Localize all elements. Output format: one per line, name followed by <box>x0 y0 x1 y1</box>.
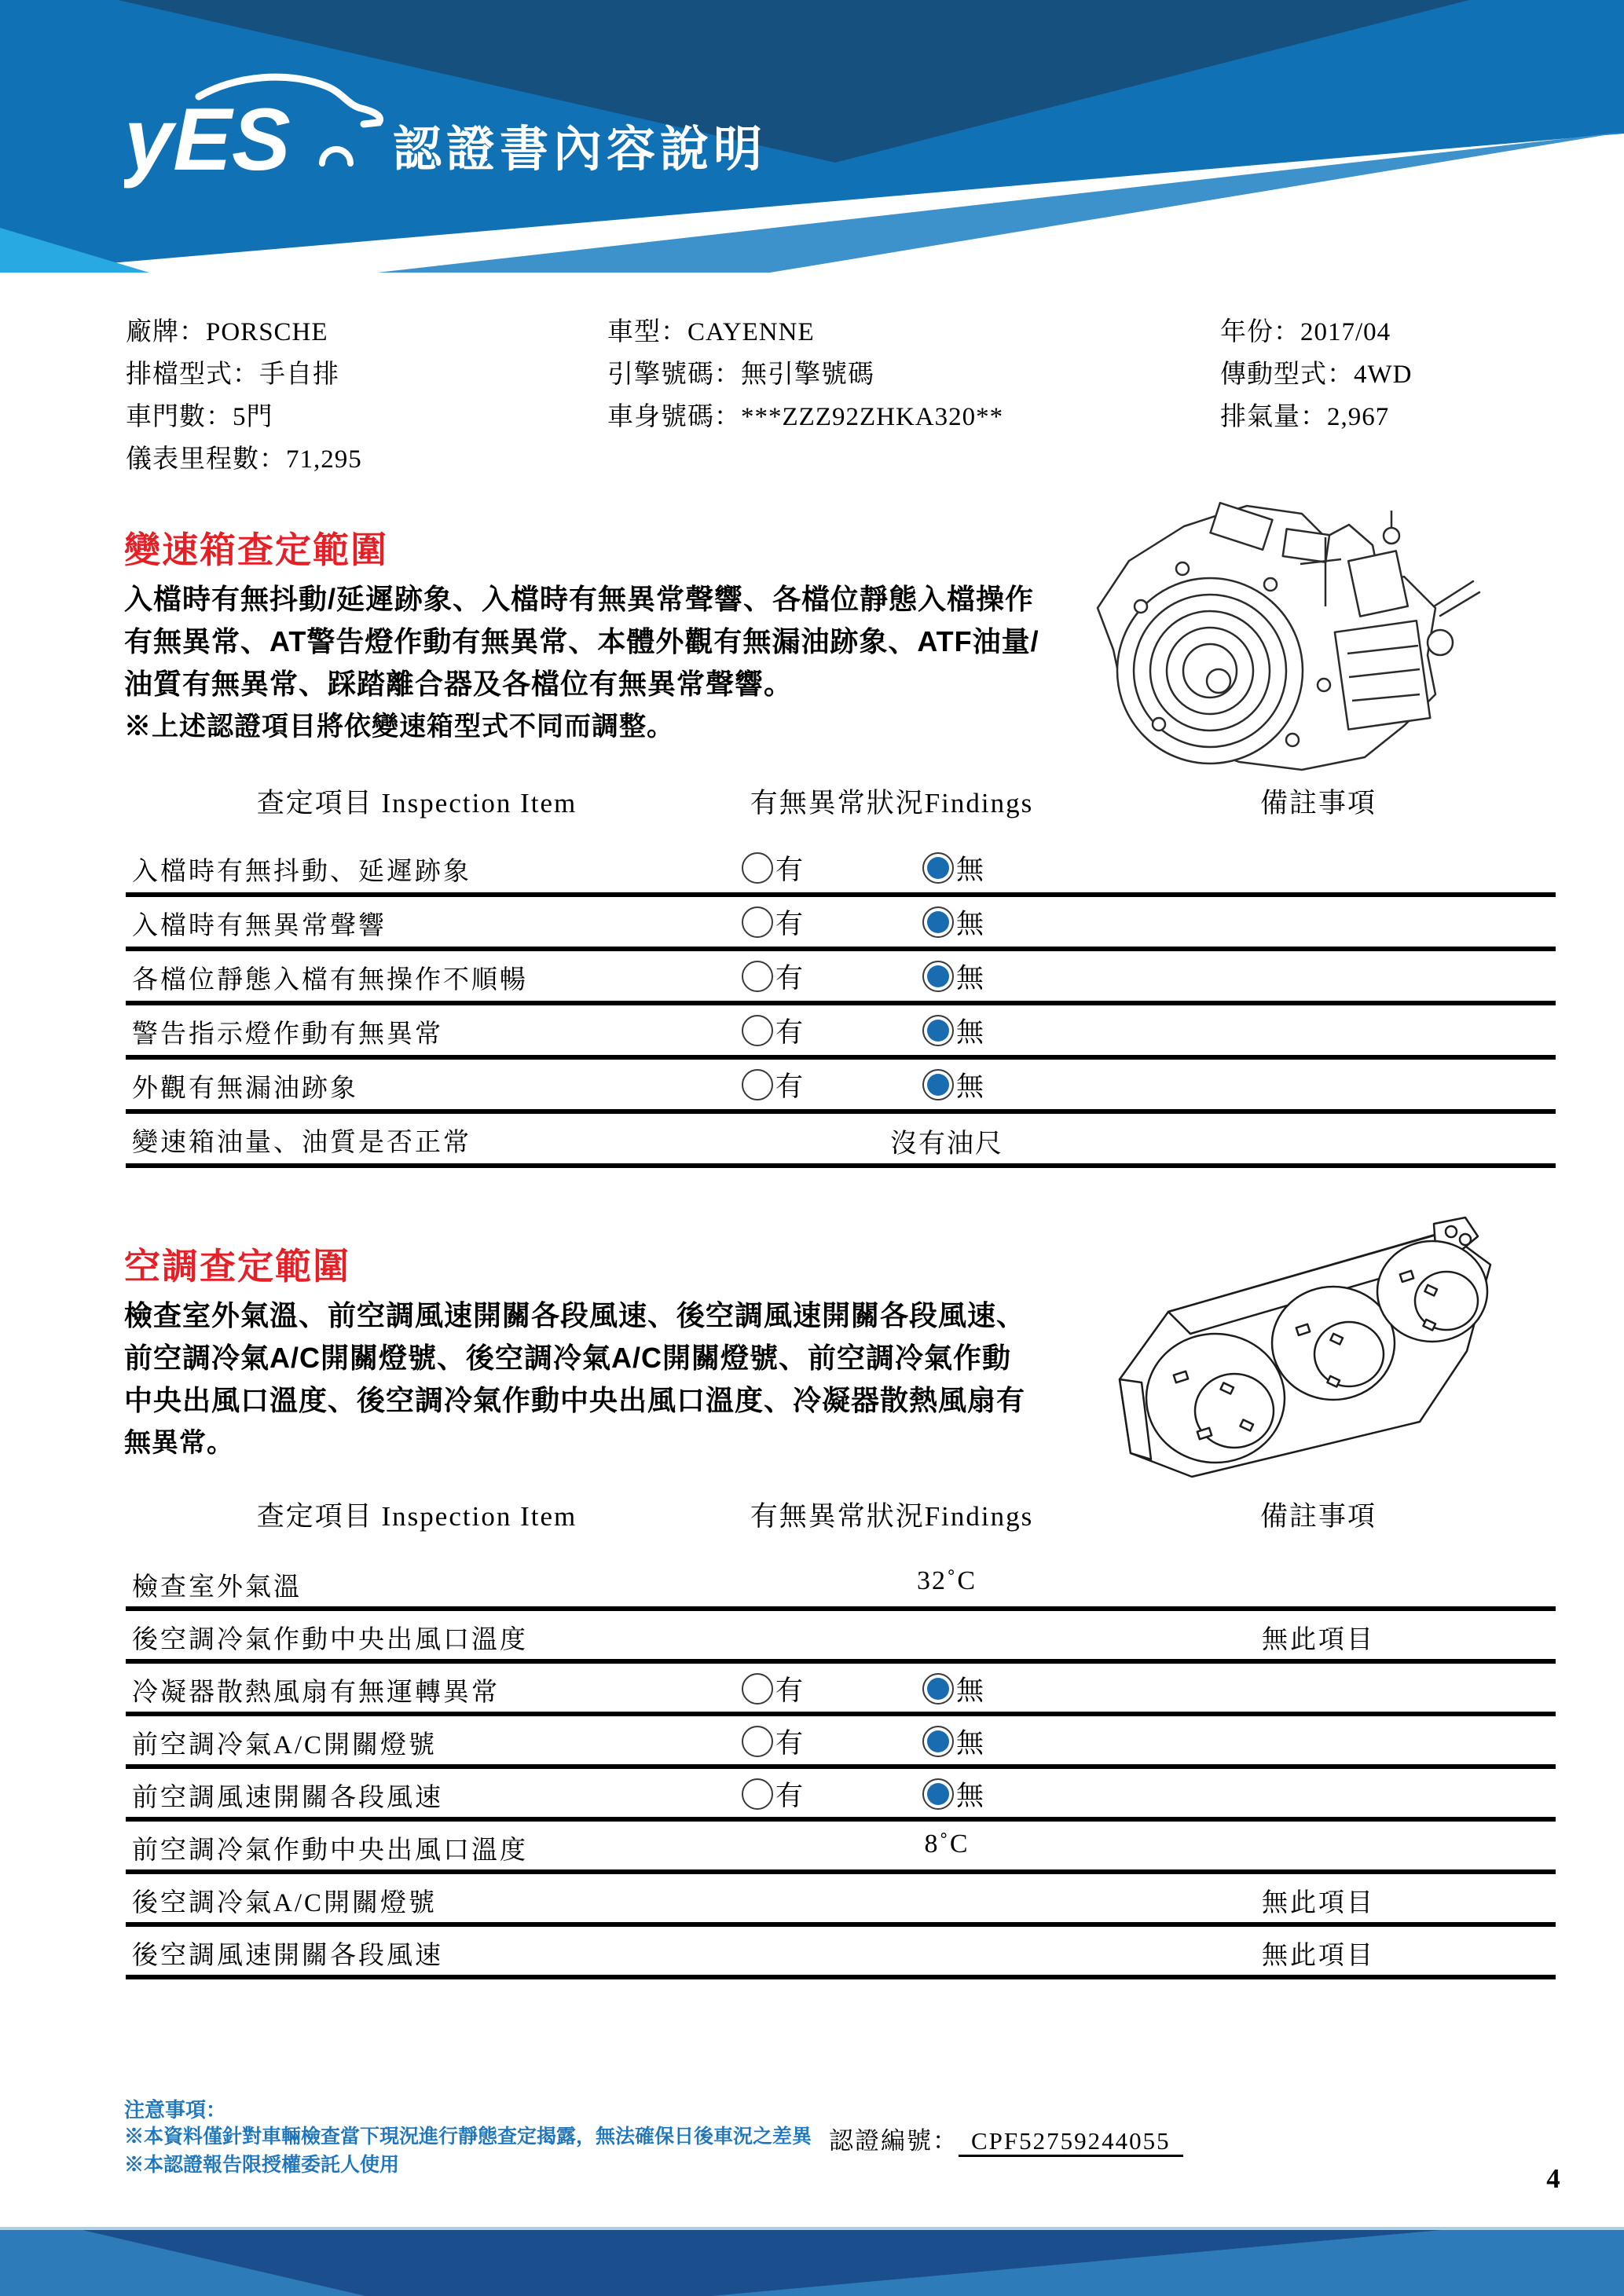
vehicle-info-column <box>607 311 1003 438</box>
radio-yes-label: 有 <box>775 855 804 885</box>
table-row <box>0 1822 1624 1869</box>
finding-radio-no[interactable] <box>922 1722 984 1761</box>
inspection-item: 入檔時有無異常聲響 <box>132 912 387 940</box>
radio-yes-label: 有 <box>775 1071 804 1102</box>
radio-no-label: 無 <box>956 1071 984 1102</box>
finding-radio-no[interactable] <box>922 1011 984 1050</box>
radio-no-label: 無 <box>956 855 984 885</box>
finding-radio-yes[interactable] <box>742 903 803 942</box>
finding-radio-no[interactable] <box>922 1669 984 1708</box>
section-description-line: 無異常。 <box>124 1428 234 1458</box>
radio-no-icon[interactable] <box>922 1778 954 1810</box>
section-description-line: 有無異常、AT警告燈作動有無異常、本體外觀有無漏油跡象、ATF油量/ <box>124 625 1039 657</box>
notice-list <box>124 2122 812 2179</box>
header-banner <box>0 0 1624 275</box>
table-row <box>0 1927 1624 1975</box>
inspection-item: 後空調風速開關各段風速 <box>132 1942 443 1970</box>
inspection-item: 前空調冷氣A/C開關燈號 <box>132 1731 438 1760</box>
column-header-findings: 有無異常狀況Findings <box>750 788 1034 818</box>
vehicle-info-field: 排氣量：2,967 <box>1220 403 1390 431</box>
radio-yes-label: 有 <box>775 1728 804 1759</box>
notice-title: 注意事項： <box>124 2098 227 2122</box>
table-row <box>0 1060 1624 1109</box>
radio-yes-icon[interactable] <box>742 852 773 884</box>
yes-logo <box>124 69 399 214</box>
inspection-item: 前空調冷氣作動中央出風口溫度 <box>132 1836 528 1865</box>
radio-no-label: 無 <box>956 1781 984 1811</box>
vehicle-info-field: 車型：CAYENNE <box>607 318 815 346</box>
finding-value: 沒有油尺 <box>890 1130 1003 1159</box>
radio-no-label: 無 <box>956 1728 984 1759</box>
finding-radio-no[interactable] <box>922 848 984 888</box>
radio-no-label: 無 <box>956 1675 984 1706</box>
footer-banner-background <box>0 2227 1624 2296</box>
radio-yes-icon[interactable] <box>742 1673 773 1705</box>
table-row <box>0 1558 1624 1606</box>
section-title-transmission: 變速箱查定範圍 <box>124 529 388 570</box>
certificate-number <box>829 2121 1183 2156</box>
transmission-illustration <box>1065 489 1489 789</box>
certificate-number-value: CPF52759244055 <box>959 2127 1183 2157</box>
table-row <box>0 1114 1624 1163</box>
radio-yes-label: 有 <box>775 1781 804 1811</box>
page-title: 認證書內容說明 <box>393 123 768 177</box>
radio-yes-label: 有 <box>775 1017 804 1048</box>
vehicle-info-field: 引擎號碼：無引擎號碼 <box>607 361 874 389</box>
table-row <box>0 1005 1624 1055</box>
finding-radio-yes[interactable] <box>742 1774 803 1814</box>
yes-logo-icon <box>124 69 399 214</box>
section-description-line: 前空調冷氣A/C開關燈號、後空調冷氣A/C開關燈號、前空調冷氣作動 <box>124 1342 1011 1374</box>
radio-yes-label: 有 <box>775 909 804 939</box>
vehicle-info-column <box>126 311 362 481</box>
column-header-findings: 有無異常狀況Findings <box>750 1501 1034 1532</box>
vehicle-info <box>0 311 1624 484</box>
vehicle-info-field: 年份：2017/04 <box>1220 318 1391 346</box>
section-description-line: 檢查室外氣溫、前空調風速開關各段風速、後空調風速開關各段風速、 <box>124 1299 1026 1331</box>
vehicle-info-field: 排檔型式：手自排 <box>126 361 339 389</box>
vehicle-info-field: 車身號碼：***ZZZ92ZHKA320** <box>607 403 1004 431</box>
yes-logo-text: yES <box>124 90 291 189</box>
finding-value: 8˚C <box>924 1829 970 1858</box>
inspection-item: 變速箱油量、油質是否正常 <box>132 1129 471 1157</box>
inspection-item: 警告指示燈作動有無異常 <box>132 1020 443 1049</box>
finding-value: 32˚C <box>917 1566 977 1595</box>
table-row <box>0 1611 1624 1659</box>
notice-line: ※本認證報告限授權委託人使用 <box>124 2154 400 2176</box>
section-description-line: 中央出風口溫度、後空調冷氣作動中央出風口溫度、冷凝器散熱風扇有 <box>124 1384 1026 1416</box>
finding-radio-yes[interactable] <box>742 957 803 996</box>
table-row <box>0 1874 1624 1922</box>
radio-no-label: 無 <box>956 909 984 939</box>
inspection-item: 入檔時有無抖動、延遲跡象 <box>132 858 471 886</box>
radio-no-label: 無 <box>956 963 984 994</box>
radio-no-icon[interactable] <box>922 1726 954 1757</box>
radio-no-icon[interactable] <box>922 1673 954 1705</box>
radio-yes-icon[interactable] <box>742 1726 773 1757</box>
finding-radio-no[interactable] <box>922 1065 984 1104</box>
row-divider <box>126 1163 1556 1168</box>
radio-no-icon[interactable] <box>922 1069 954 1100</box>
vehicle-info-field: 儀表里程數：71,295 <box>126 445 362 474</box>
vehicle-info-field: 車門數：5門 <box>126 403 273 431</box>
table-row <box>0 1664 1624 1712</box>
remark-value: 無此項目 <box>1262 1942 1375 1970</box>
vehicle-info-field: 廠牌：PORSCHE <box>126 318 328 346</box>
ac-control-illustration <box>1096 1216 1505 1491</box>
table-row <box>0 1769 1624 1817</box>
table-row <box>0 951 1624 1001</box>
finding-radio-no[interactable] <box>922 903 984 942</box>
radio-no-label: 無 <box>956 1017 984 1048</box>
section-title-ac: 空調查定範圍 <box>124 1246 350 1287</box>
remark-value: 無此項目 <box>1262 1889 1375 1917</box>
section-description-line: ※上述認證項目將依變速箱型式不同而調整。 <box>124 712 674 742</box>
radio-yes-label: 有 <box>775 1675 804 1706</box>
radio-yes-icon[interactable] <box>742 906 773 938</box>
vehicle-info-field: 傳動型式：4WD <box>1220 361 1413 389</box>
table-transmission <box>0 843 1624 1168</box>
remark-value: 無此項目 <box>1262 1626 1375 1654</box>
column-header-item: 查定項目 Inspection Item <box>256 788 577 818</box>
finding-radio-yes[interactable] <box>742 1669 803 1708</box>
inspection-item: 外觀有無漏油跡象 <box>132 1075 358 1103</box>
radio-yes-icon[interactable] <box>742 1069 773 1100</box>
inspection-item: 後空調冷氣A/C開關燈號 <box>132 1889 438 1917</box>
finding-radio-no[interactable] <box>922 1774 984 1814</box>
section-description-ac <box>124 1294 1114 1464</box>
radio-yes-icon[interactable] <box>742 1015 773 1046</box>
vehicle-info-column <box>1220 311 1412 438</box>
inspection-item: 檢查室外氣溫 <box>132 1573 302 1602</box>
finding-radio-no[interactable] <box>922 957 984 996</box>
radio-yes-label: 有 <box>775 963 804 994</box>
transmission-drawing-icon <box>1065 489 1489 785</box>
inspection-item: 前空調風速開關各段風速 <box>132 1784 443 1812</box>
finding-radio-yes[interactable] <box>742 1011 803 1050</box>
table-row <box>0 897 1624 947</box>
row-divider <box>126 1975 1556 1979</box>
inspection-item: 冷凝器散熱風扇有無運轉異常 <box>132 1679 500 1707</box>
inspection-item: 各檔位靜態入檔有無操作不順暢 <box>132 966 528 994</box>
radio-no-icon[interactable] <box>922 852 954 884</box>
radio-no-icon[interactable] <box>922 906 954 938</box>
column-header-item: 查定項目 Inspection Item <box>256 1501 577 1532</box>
radio-no-icon[interactable] <box>922 961 954 992</box>
footer-banner <box>0 2227 1624 2296</box>
radio-yes-icon[interactable] <box>742 1778 773 1810</box>
inspection-item: 後空調冷氣作動中央出風口溫度 <box>132 1626 528 1654</box>
table-ac <box>0 1558 1624 1979</box>
page-number: 4 <box>1546 2163 1560 2194</box>
column-header-remarks: 備註事項 <box>1259 1501 1377 1532</box>
table-row <box>0 843 1624 892</box>
ac-panel-drawing-icon <box>1096 1216 1505 1487</box>
section-description-line: 入檔時有無抖動/延遲跡象、入檔時有無異常聲響、各檔位靜態入檔操作 <box>124 583 1035 615</box>
finding-radio-yes[interactable] <box>742 1722 803 1761</box>
radio-no-icon[interactable] <box>922 1015 954 1046</box>
table-row <box>0 1716 1624 1764</box>
certificate-number-label: 認證編號： <box>829 2127 959 2155</box>
radio-yes-icon[interactable] <box>742 961 773 992</box>
section-description-line: 油質有無異常、踩踏離合器及各檔位有無異常聲響。 <box>124 668 794 700</box>
notice-line: ※本資料僅針對車輛檢查當下現況進行靜態查定揭露，無法確保日後車況之差異 <box>124 2126 812 2148</box>
finding-radio-yes[interactable] <box>742 1065 803 1104</box>
finding-radio-yes[interactable] <box>742 848 803 888</box>
column-header-remarks: 備註事項 <box>1259 788 1377 818</box>
section-description-transmission <box>124 578 1114 748</box>
